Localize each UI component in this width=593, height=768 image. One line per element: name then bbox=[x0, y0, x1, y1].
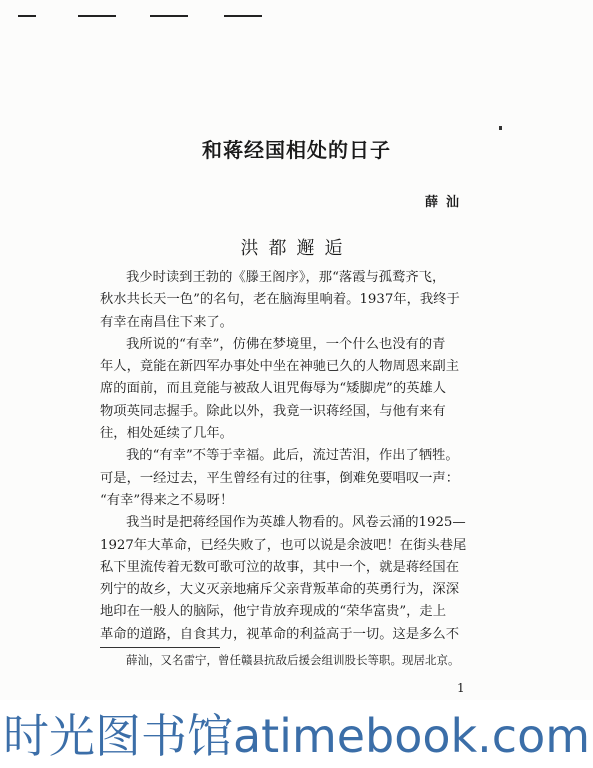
paragraph-line: 秋水共长天一色”的名句，老在脑海里响着。1937年，我终于 bbox=[100, 292, 460, 308]
paragraph-line: 我少时读到王勃的《滕王阁序》，那“落霞与孤鹜齐飞， bbox=[126, 270, 446, 285]
header-rule-1 bbox=[18, 15, 36, 17]
footnote-divider bbox=[100, 647, 220, 648]
article-title: 和蒋经国相处的日子 bbox=[202, 138, 391, 162]
paragraph-line: 我的“有幸”不等于幸福。此后，流过苦泪，作出了牺牲。 bbox=[126, 448, 459, 464]
header-rule-4 bbox=[224, 15, 262, 17]
paragraph-line: 革命的道路，自食其力，视革命的利益高于一切。这是多么不 bbox=[100, 626, 460, 642]
paragraph-line: 我当时是把蒋经国作为英雄人物看的。风卷云涌的1925— bbox=[126, 515, 466, 531]
section-title: 洪都邂逅 bbox=[240, 238, 353, 259]
paragraph-line: 有幸在南昌住下来了。 bbox=[100, 314, 233, 330]
paragraph-line: 列宁的故乡，大义灭亲地痛斥父亲背叛革命的英勇行为，深深 bbox=[100, 582, 460, 598]
paragraph-line: 可是，一经过去，平生曾经有过的往事，倒难免要唱叹一声： bbox=[100, 470, 460, 486]
page-number: 1 bbox=[457, 681, 465, 695]
article-body bbox=[100, 267, 500, 646]
paragraph-line: 物项英同志握手。除此以外，我竟一识蒋经国，与他有来有 bbox=[100, 403, 446, 419]
paragraph-line: 年人，竟能在新四军办事处中坐在神驰已久的人物周恩来副主 bbox=[100, 359, 460, 375]
scan-speck bbox=[499, 126, 502, 130]
paragraph-line: 1927年大革命，已经失败了，也可以说是余波吧！在街头巷尾 bbox=[100, 537, 467, 553]
footnote: 薛汕，又名雷宁，曾任赣县抗敌后援会组训股长等职。现居北京。 bbox=[126, 653, 460, 667]
paragraph-line: 往，相处延续了几年。 bbox=[100, 426, 233, 442]
author-name: 薛汕 bbox=[425, 195, 468, 210]
header-rule-3 bbox=[150, 15, 188, 17]
watermark-text: 时光图书馆atimebook.com bbox=[2, 709, 591, 763]
paragraph-line: 席的面前，而且竟能与被敌人诅咒侮辱为“矮脚虎”的英雄人 bbox=[100, 381, 447, 397]
paragraph-line: 地印在一般人的脑际，他宁肯放弃现成的“荣华富贵”，走上 bbox=[100, 604, 447, 620]
header-rule-2 bbox=[78, 15, 116, 17]
paragraph-line: 私下里流传着无数可歌可泣的故事，其中一个，就是蒋经国在 bbox=[100, 559, 460, 575]
paragraph-line: “有幸”得来之不易呀！ bbox=[100, 492, 234, 508]
paragraph-line: 我所说的“有幸”，仿佛在梦境里，一个什么也没有的青 bbox=[126, 336, 446, 352]
